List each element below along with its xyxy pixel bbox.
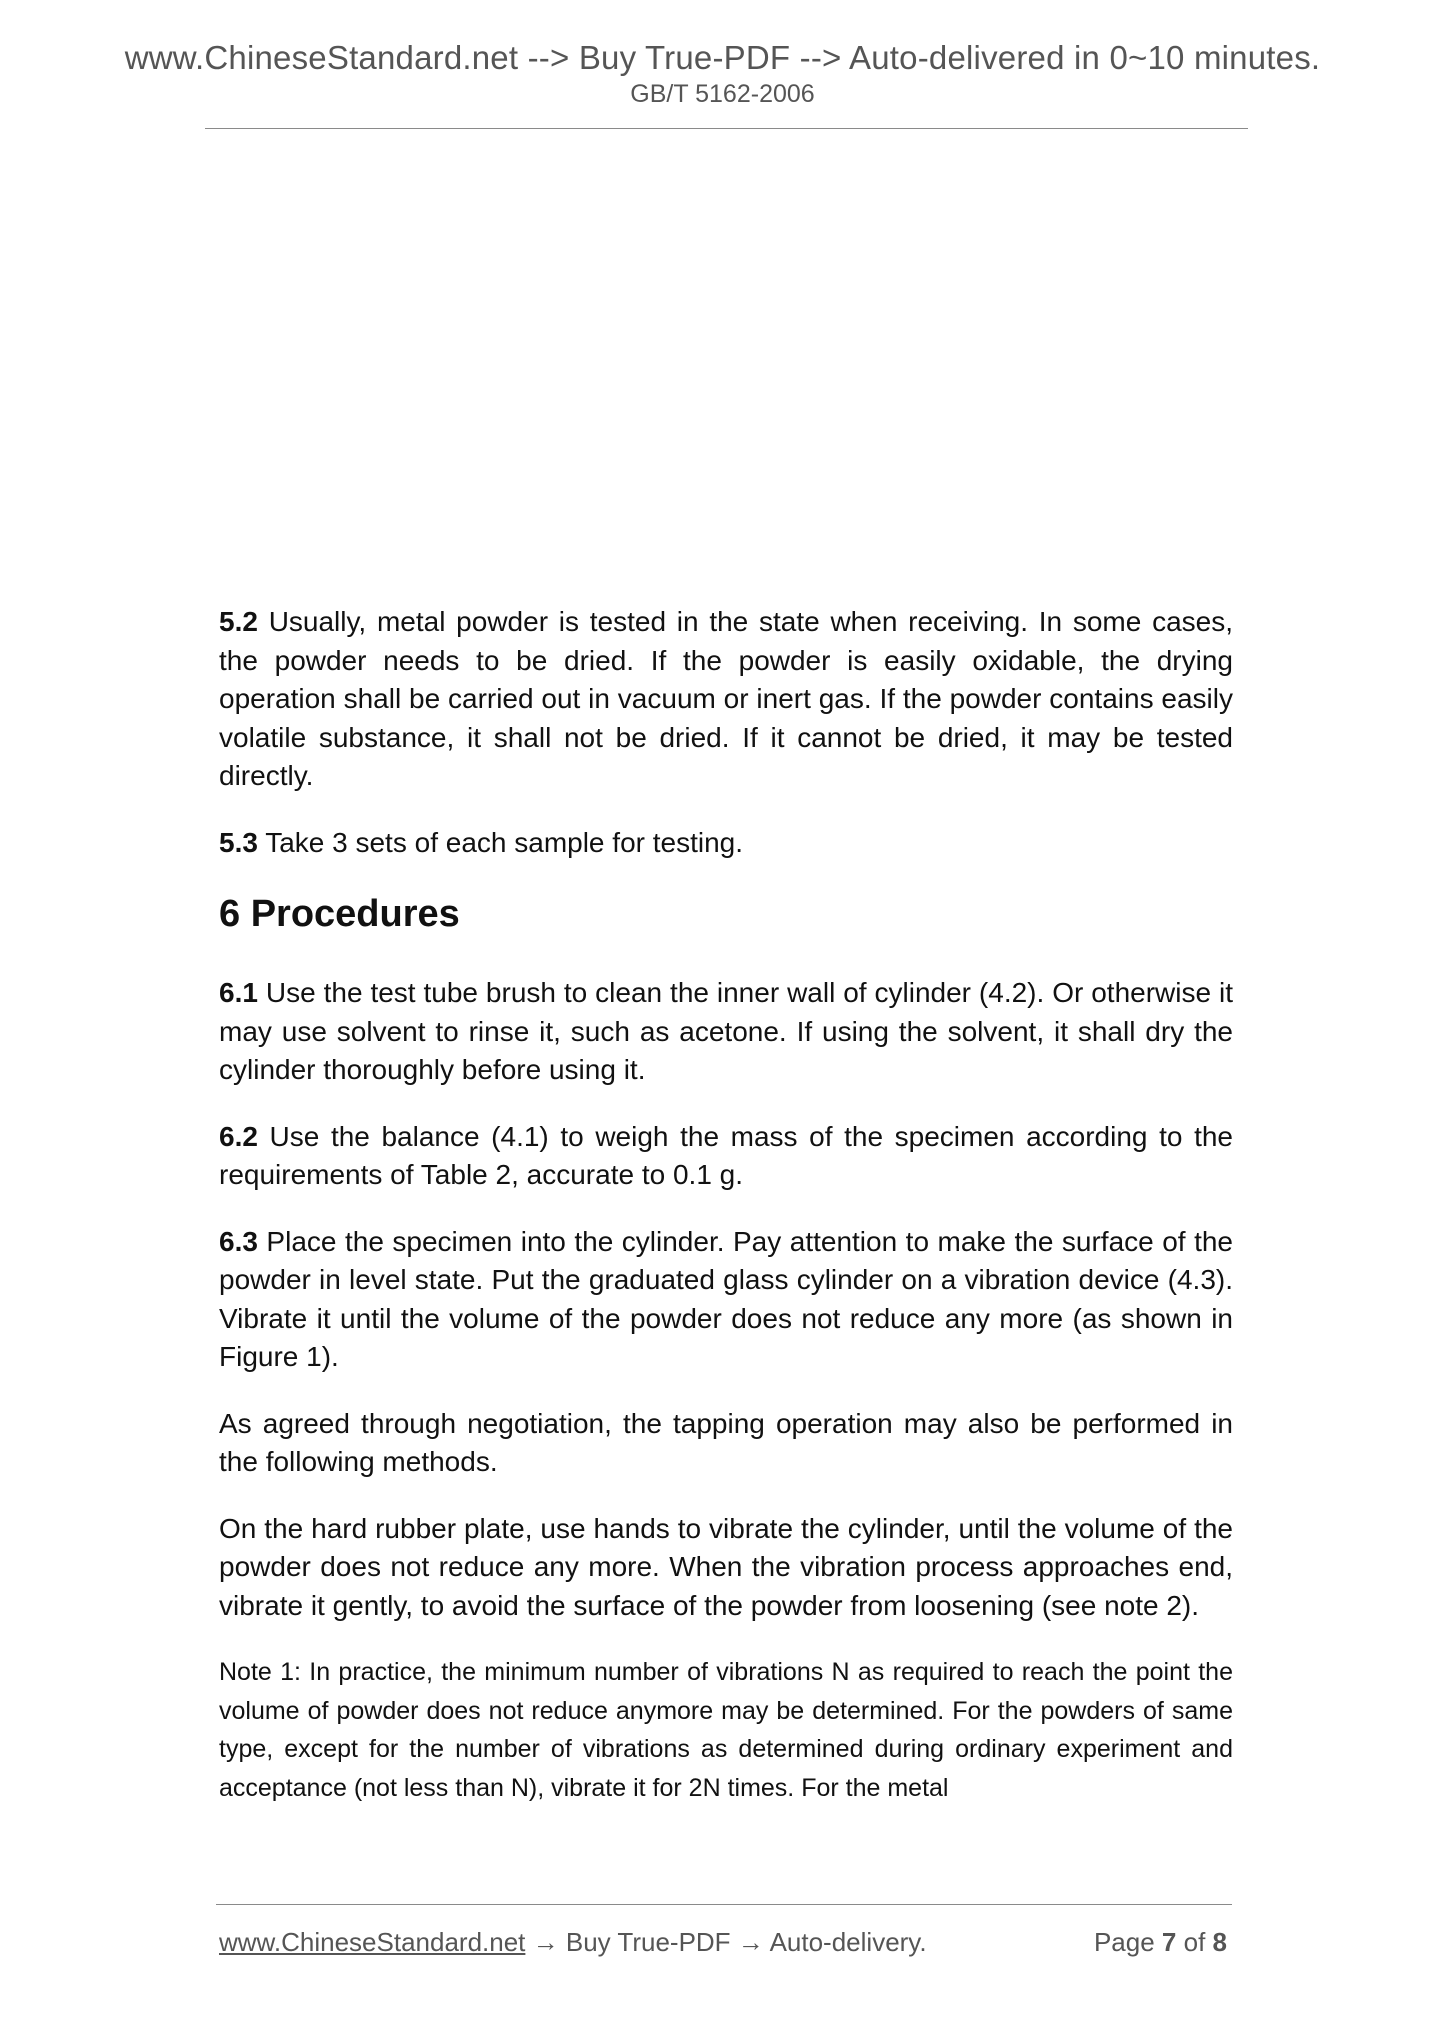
clause-6-1 bbox=[219, 974, 1233, 1090]
clause-text: Use the balance (4.1) to weigh the mass of the specimen according to the requirements of Table 2, accurate to 0.1 g. bbox=[219, 1120, 1233, 1190]
clause-6-2 bbox=[219, 1118, 1233, 1195]
clause-5-3 bbox=[219, 824, 1233, 863]
footer-promo bbox=[219, 1925, 927, 1959]
clause-text: Usually, metal powder is tested in the state when receiving. In some cases, the powder needs to be dried. If the powder is easily oxidable, the drying operation shall be carried out in vacuum or inert gas. If the powder contains easily volatile substance, it shall not be dried. If it cannot be dried, it may be tested directly. bbox=[219, 606, 1233, 791]
standard-number: GB/T 5162-2006 bbox=[630, 80, 815, 108]
footer-promo-text: → Buy True-PDF → Auto-delivery. bbox=[525, 1927, 927, 1957]
website-link[interactable]: www.ChineseStandard.net bbox=[219, 1927, 526, 1957]
header-banner: www.ChineseStandard.net --> Buy True-PDF --> Auto-delivered in 0~10 minutes. bbox=[124, 39, 1321, 76]
clause-6-3 bbox=[219, 1223, 1233, 1377]
clause-number: 6.3 bbox=[219, 1225, 258, 1257]
clause-text: Place the specimen into the cylinder. Pay attention to make the surface of the powder in level state. Put the graduated glass cylinder on a vibration device (4.3). Vibrate it until the volume of the powder does not reduce any more (as shown in Figure 1). bbox=[219, 1225, 1233, 1372]
paragraph-agreed-method: As agreed through negotiation, the tapping operation may also be performed in the following methods. bbox=[219, 1407, 1233, 1477]
clause-number: 5.2 bbox=[219, 606, 258, 637]
clause-text: Use the test tube brush to clean the inner wall of cylinder (4.2). Or otherwise it may use solvent to rinse it, such as acetone. If using the solvent, it shall dry the cylinder thoroughly before using it. bbox=[219, 977, 1233, 1085]
page-total: 8 bbox=[1212, 1927, 1227, 1957]
clause-number: 6.1 bbox=[219, 977, 258, 1008]
section-heading-procedures: 6 Procedures bbox=[219, 893, 460, 935]
note-1: Note 1: In practice, the minimum number of vibrations N as required to reach the point the volume of powder does not reduce anymore may be determined. For the powders of same type, except for the number of vibrations as determined during ordinary experiment and acceptance (not less than N), vibrate it for 2N times. For the metal bbox=[219, 1658, 1233, 1802]
page-current: 7 bbox=[1161, 1927, 1177, 1957]
paragraph-rubber-plate: On the hard rubber plate, use hands to vibrate the cylinder, until the volume of the powder does not reduce any more. When the vibration process approaches end, vibrate it gently, to avoid the surface of the powder from loosening (see note 2). bbox=[219, 1512, 1233, 1621]
header-divider bbox=[205, 128, 1248, 129]
footer-divider bbox=[216, 1904, 1232, 1905]
document-body bbox=[219, 603, 1233, 1807]
page-of-label: of bbox=[1176, 1927, 1213, 1957]
page-indicator bbox=[1094, 1925, 1227, 1959]
clause-number: 5.3 bbox=[219, 826, 258, 858]
clause-text: Take 3 sets of each sample for testing. bbox=[257, 826, 744, 858]
clause-5-2 bbox=[219, 603, 1233, 796]
clause-number: 6.2 bbox=[219, 1120, 258, 1152]
page-label: Page bbox=[1093, 1927, 1162, 1957]
page-header bbox=[0, 38, 1445, 110]
